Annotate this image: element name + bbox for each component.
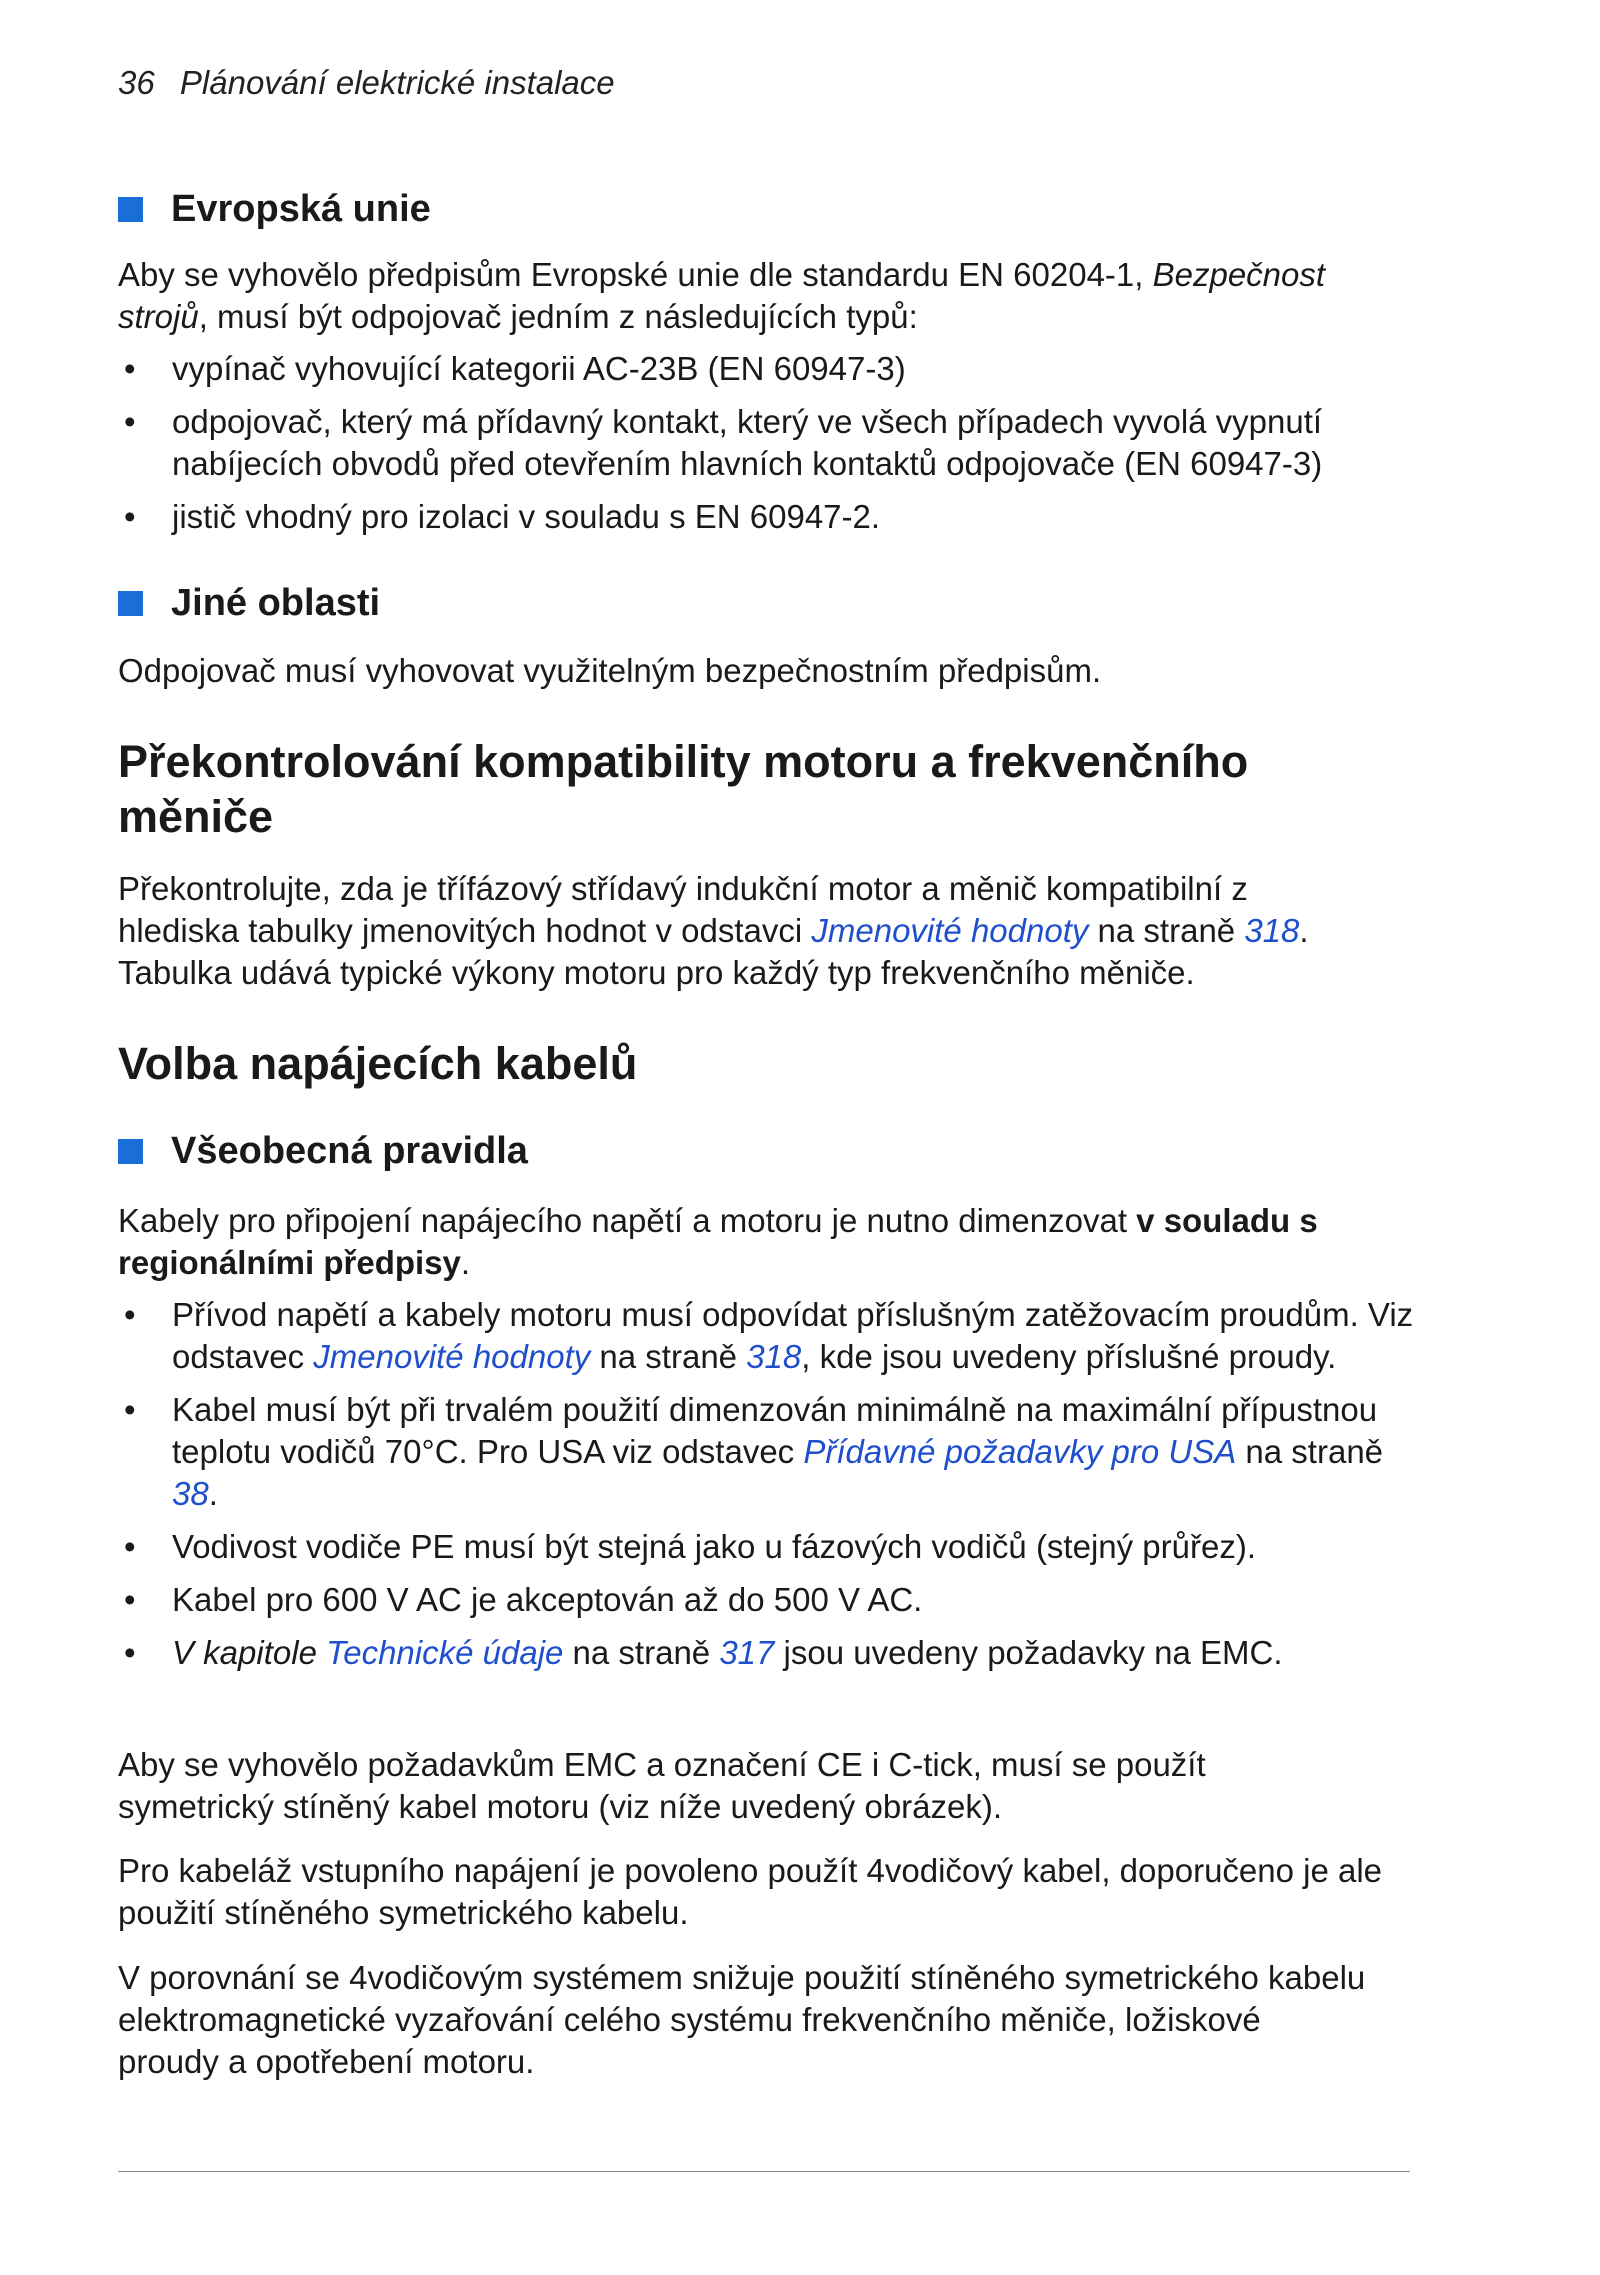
- list-item: [118, 1294, 1438, 1378]
- emc-paragraph: Aby se vyhovělo požadavkům EMC a označení CE i C-tick, musí se použít symetrický stíněný kabel motoru (viz níže uvedený obrázek).: [118, 1746, 1206, 1825]
- heading-text: Všeobecná pravidla: [171, 1130, 528, 1172]
- text-span: , kde jsou uvedeny příslušné proudy.: [801, 1338, 1337, 1375]
- list-item: [118, 1632, 1438, 1674]
- list-item-text: odpojovač, který má přídavný kontakt, který ve všech případech vyvolá vypnutí nabíjecích obvodů před otevřením hlavních kontaktů odpojovače (EN 60947-3): [172, 403, 1323, 482]
- comparison-paragraph: V porovnání se 4vodičovým systémem snižuje použití stíněného symetrického kabelu elektromagnetické vyzařování celého systému frekvenčního měniče, ložiskové proudy a opotřebení motoru.: [118, 1959, 1366, 2080]
- list-item: [118, 401, 1418, 485]
- italic-text: V kapitole: [172, 1634, 327, 1671]
- cables-intro-paragraph: [118, 1200, 1358, 1284]
- heading-general-rules: [118, 1130, 528, 1173]
- text-span: na straně: [1088, 912, 1245, 949]
- running-header: [118, 64, 615, 102]
- list-item-text: Vodivost vodiče PE musí být stejná jako u fázových vodičů (stejný průřez).: [172, 1528, 1257, 1565]
- bullet-icon: •: [124, 1528, 136, 1565]
- list-item: [118, 1526, 1438, 1568]
- heading-text: Evropská unie: [171, 188, 431, 230]
- bullet-icon: •: [124, 498, 136, 535]
- list-item-text: vypínač vyhovující kategorii AC-23B (EN 60947-3): [172, 350, 906, 387]
- bullet-icon: •: [124, 1391, 136, 1428]
- bold-text: v souladu s regionálními předpisy: [118, 1202, 1318, 1281]
- text-span: Kabel musí být při trvalém použití dimenzován minimálně na maximální přípustnou teplotu vodičů 70°C. Pro USA viz odstavec: [172, 1391, 1378, 1470]
- list-item-text: jistič vhodný pro izolaci v souladu s EN 60947-2.: [172, 498, 881, 535]
- text-span: na straně: [563, 1634, 720, 1671]
- list-item: [118, 1579, 1438, 1621]
- bullet-icon: •: [124, 1296, 136, 1333]
- italic-title: Bezpečnost strojů: [118, 256, 1326, 335]
- heading-square-icon: [118, 591, 143, 616]
- text-span: Aby se vyhovělo předpisům Evropské unie dle standardu EN 60204-1,: [118, 256, 1153, 293]
- link-page-318[interactable]: 318: [746, 1338, 802, 1375]
- page-number: 36: [118, 64, 155, 101]
- heading-square-icon: [118, 1139, 143, 1164]
- text-span: .: [208, 1475, 218, 1512]
- heading-european-union: [118, 188, 431, 231]
- text-span: Přívod napětí a kabely motoru musí odpovídat příslušným zatěžovacím proudům. Viz odstavec: [172, 1296, 1414, 1375]
- eu-bullet-list: [118, 348, 1418, 549]
- text-span: na straně: [1236, 1433, 1384, 1470]
- text-span: .: [460, 1244, 471, 1281]
- text-span: , musí být odpojovač jedním z následujících typů:: [198, 298, 918, 335]
- list-item: [118, 496, 1418, 538]
- text-span: . Tabulka udává typické výkony motoru pro každý typ frekvenčního měniče.: [118, 912, 1309, 991]
- link-rated-values[interactable]: Jmenovité hodnoty: [313, 1338, 591, 1375]
- text-span: Překontrolujte, zda je třífázový střídavý indukční motor a měnič kompatibilní z hlediska tabulky jmenovitých hodnot v odstavci: [118, 870, 1248, 949]
- heading-square-icon: [118, 197, 143, 222]
- cables-bullet-list: [118, 1294, 1438, 1685]
- compatibility-paragraph: [118, 868, 1318, 994]
- link-rated-values[interactable]: Jmenovité hodnoty: [811, 912, 1089, 949]
- bullet-icon: •: [124, 1634, 136, 1671]
- input-cabling-paragraph: Pro kabeláž vstupního napájení je povoleno použít 4vodičový kabel, doporučeno je ale použití stíněného symetrického kabelu.: [118, 1852, 1383, 1931]
- heading-other-areas: [118, 582, 380, 625]
- chapter-title: Plánování elektrické instalace: [179, 64, 615, 101]
- other-areas-paragraph: Odpojovač musí vyhovovat využitelným bezpečnostním předpisům.: [118, 652, 1102, 689]
- heading-compatibility: Překontrolování kompatibility motoru a frekvenčního měniče: [118, 736, 1249, 842]
- link-page-38[interactable]: 38: [172, 1475, 209, 1512]
- link-usa-requirements[interactable]: Přídavné požadavky pro USA: [803, 1433, 1237, 1470]
- eu-intro-paragraph: [118, 254, 1418, 338]
- text-span: Kabely pro připojení napájecího napětí a motoru je nutno dimenzovat: [118, 1202, 1137, 1239]
- bullet-icon: •: [124, 350, 136, 387]
- heading-text: Jiné oblasti: [171, 582, 381, 624]
- text-span: na straně: [590, 1338, 747, 1375]
- link-page-317[interactable]: 317: [719, 1634, 775, 1671]
- list-item-text: Kabel pro 600 V AC je akceptován až do 500 V AC.: [172, 1581, 923, 1618]
- link-page-318[interactable]: 318: [1244, 912, 1300, 949]
- list-item: [118, 348, 1418, 390]
- bullet-icon: •: [124, 403, 136, 440]
- list-item: [118, 1389, 1438, 1515]
- bullet-icon: •: [124, 1581, 136, 1618]
- link-technical-data[interactable]: Technické údaje: [326, 1634, 564, 1671]
- heading-cable-selection: Volba napájecích kabelů: [118, 1038, 638, 1089]
- text-span: jsou uvedeny požadavky na EMC.: [774, 1634, 1283, 1671]
- footer-divider: [118, 2171, 1410, 2172]
